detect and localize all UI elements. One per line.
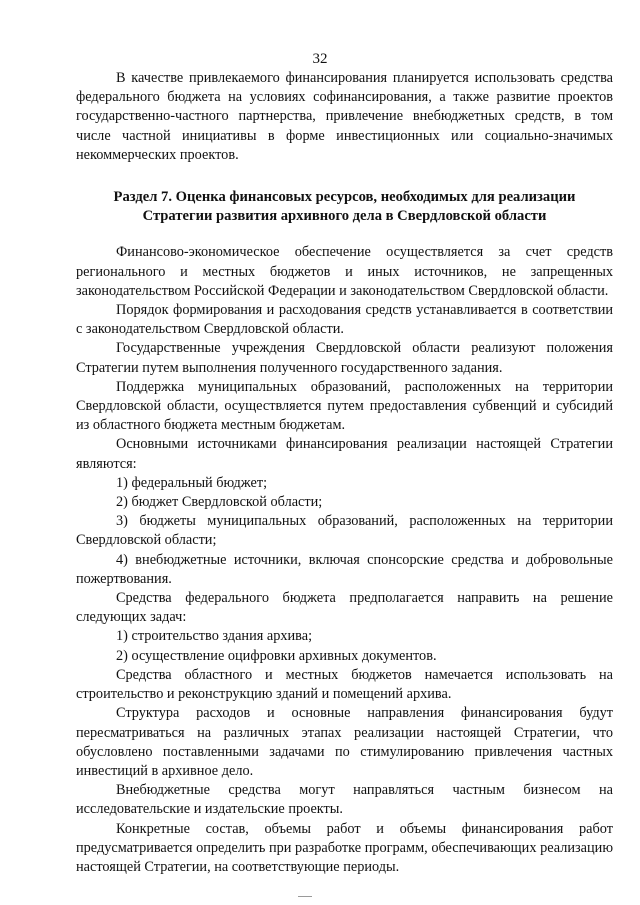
section-heading bbox=[76, 188, 613, 226]
intro-paragraph: В качестве привлекаемого финансирования планируется использовать средства федерального бюджета на условиях софинансирования, а также развитие проектов государственно-частного партнерства, привлечение внебюджетных средств, в том числе частной инициативы в форме инвестиционных или социально-значимых некоммерческих проектов. bbox=[76, 70, 613, 163]
list-item-task-1: 1) строительство здания архива; bbox=[116, 628, 313, 645]
section-heading-line-1: Раздел 7. Оценка финансовых ресурсов, необходимых для реализации bbox=[113, 189, 576, 206]
list-item-source-3: 3) бюджеты муниципальных образований, расположенных на территории Свердловской области; bbox=[76, 513, 613, 549]
page-number: 32 bbox=[312, 51, 328, 67]
document-body bbox=[76, 69, 613, 877]
scan-artifact-mark bbox=[298, 896, 312, 897]
paragraph-funding-basis: Финансово-экономическое обеспечение осуществляется за счет средств регионального и местных бюджетов и иных источников, не запрещенных законодательством Российской Федерации и законодательством Свердловской области. bbox=[76, 244, 613, 299]
list-item-source-4: 4) внебюджетные источники, включая спонсорские средства и добровольные пожертвования. bbox=[76, 551, 613, 587]
paragraph-extrabudgetary: Внебюджетные средства могут направляться частным бизнесом на исследовательские и издательские проекты. bbox=[76, 782, 613, 818]
paragraph-regional-funds: Средства областного и местных бюджетов намечается использовать на строительство и реконструкцию зданий и помещений архива. bbox=[76, 666, 613, 703]
paragraph-main-sources: Основными источниками финансирования реализации настоящей Стратегии являются: bbox=[76, 436, 613, 472]
list-item-task-2: 2) осуществление оцифровки архивных документов. bbox=[116, 647, 437, 664]
paragraph-federal-funds: Средства федерального бюджета предполагается направить на решение следующих задач: bbox=[76, 590, 613, 626]
paragraph-procedure: Порядок формирования и расходования средств устанавливается в соответствии с законодательством Свердловской области. bbox=[76, 302, 613, 338]
list-item-source-1: 1) федеральный бюджет; bbox=[116, 474, 268, 491]
paragraph-expense-structure: Структура расходов и основные направления финансирования будут пересматриваться на различных этапах реализации настоящей Стратегии, что обусловлено поставленными задачами по стимулированию привлечения частных инвестиций в архивное дело. bbox=[76, 705, 613, 779]
paragraph-municipal-support: Поддержка муниципальных образований, расположенных на территории Свердловской области, осуществляется путем предоставления субвенций и субсидий из областного бюджета местным бюджетам. bbox=[76, 378, 613, 434]
section-heading-line-2: Стратегии развития архивного дела в Свердловской области bbox=[142, 208, 547, 225]
paragraph-state-institutions: Государственные учреждения Свердловской области реализуют положения Стратегии путем выполнения полученного государственного задания. bbox=[76, 340, 613, 376]
list-item-source-2: 2) бюджет Свердловской области; bbox=[116, 494, 323, 511]
paragraph-specific-scope: Конкретные состав, объемы работ и объемы финансирования работ предусматривается определить при разработке программ, обеспечивающих реализацию настоящей Стратегии, на соответствующие периоды. bbox=[76, 820, 613, 875]
